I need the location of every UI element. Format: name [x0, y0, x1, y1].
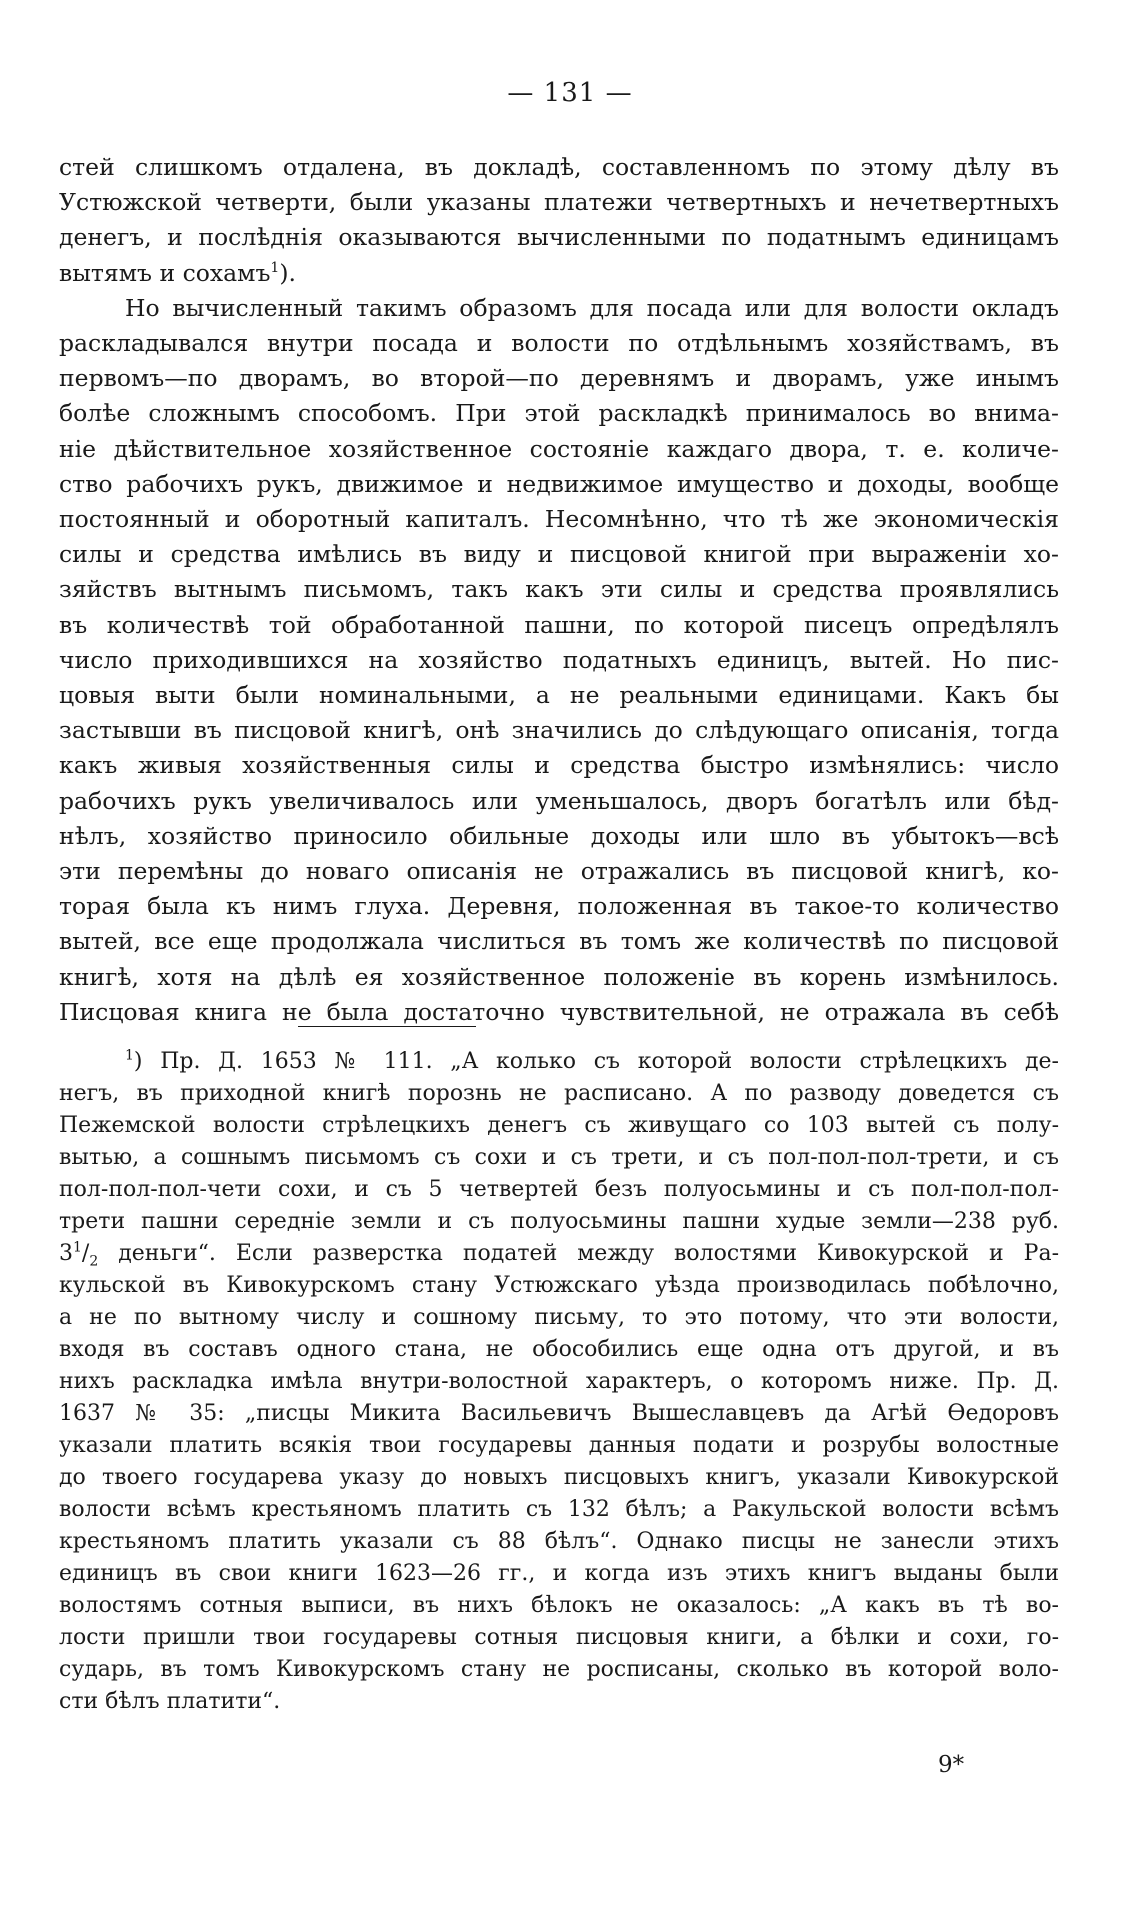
text-line: какъ живыя хозяйственныя силы и средства быстро измѣнялись: число: [59, 751, 1059, 780]
fraction-whole: 3: [59, 1241, 73, 1266]
text-line: эти перемѣны до новаго описанія не отражались въ писцовой книгѣ, ко-: [59, 857, 1059, 886]
footnote-line: лости пришли твои государевы сотныя писцовыя книги, а бѣлки и сохи, го-: [59, 1625, 1059, 1650]
text-line: денегъ, и послѣднія оказываются вычисленными по податнымъ единицамъ: [59, 223, 1059, 252]
footnote-line: пол-пол-пол-чети сохи, и съ 5 четвертей безъ полуосьмины и съ пол-пол-пол-: [59, 1177, 1059, 1202]
text-fragment: ) Пр. Д. 1653 № 111. „А колько съ которой волости стрѣлецкихъ де-: [133, 1049, 1059, 1074]
text-fragment: вытямъ и сохамъ: [59, 258, 271, 287]
footnote-line: до твоего государева указу до новыхъ писцовыхъ книгъ, указали Кивокурской: [59, 1465, 1059, 1490]
text-line: ніе дѣйствительное хозяйственное состояніе каждаго двора, т. е. количе-: [59, 434, 1059, 463]
footnote-line: нихъ раскладка имѣла внутри-волостной характеръ, о которомъ ниже. Пр. Д.: [59, 1369, 1059, 1394]
footnote-line: сударь, въ томъ Кивокурскомъ стану не росписаны, сколько въ которой воло-: [59, 1657, 1059, 1682]
text-line: рабочихъ рукъ увеличивалось или уменьшалось, дворъ богатѣлъ или бѣд-: [59, 786, 1059, 815]
footnote-line: кульской въ Кивокурскомъ стану Устюжскаго уѣзда производилась побѣлочно,: [59, 1273, 1059, 1298]
text-line: книгѣ, хотя на дѣлѣ ея хозяйственное положеніе въ корень измѣнилось.: [59, 962, 1059, 991]
text-line: число приходившихся на хозяйство податныхъ единицъ, вытей. Но пис-: [59, 645, 1059, 674]
footnote: [59, 1046, 1059, 1718]
text-line: Но вычисленный такимъ образомъ для посада или для волости окладъ: [125, 293, 1059, 322]
text-line: нѣлъ, хозяйство приносило обильные доходы или шло въ убытокъ—всѣ: [59, 821, 1059, 850]
text-line: цовыя выти были номинальными, а не реальными единицами. Какъ бы: [59, 681, 1059, 710]
footnote-line: трети пашни середніе земли и съ полуосьмины пашни худые земли—238 руб.: [59, 1209, 1059, 1234]
main-text: [59, 150, 1059, 1030]
footnote-line: сти бѣлъ платити“.: [59, 1689, 281, 1714]
footnote-line: волости всѣмъ крестьяномъ платить съ 132 бѣлъ; а Ракульской волости всѣмъ: [59, 1497, 1059, 1522]
footnote-line: [59, 1046, 1059, 1078]
footnote-line: 1637 № 35: „писцы Микита Васильевичъ Вышеславцевъ да Агѣй Өедоровъ: [59, 1401, 1059, 1426]
text-line: застывши въ писцовой книгѣ, онѣ значились до слѣдующаго описанія, тогда: [59, 716, 1059, 745]
footnote-number: 1: [125, 1047, 134, 1064]
footnote-line: указали платить всякія твои государевы данныя подати и розрубы волостные: [59, 1433, 1059, 1458]
footnote-line: волостямъ сотныя выписи, въ нихъ бѣлокъ не оказалось: „А какъ въ тѣ во-: [59, 1593, 1059, 1618]
text-line: раскладывался внутри посада и волости по отдѣльнымъ хозяйствамъ, въ: [59, 329, 1059, 358]
footnote-line: входя въ составъ одного стана, не обособились еще одна отъ другой, и въ: [59, 1337, 1059, 1362]
footnote-line: единицъ въ свои книги 1623—26 гг., и когда изъ этихъ книгъ выданы были: [59, 1561, 1059, 1586]
text-line: первомъ—по дворамъ, во второй—по деревнямъ и дворамъ, уже инымъ: [59, 364, 1059, 393]
fraction-denominator: 2: [89, 1253, 99, 1270]
text-line: торая была къ нимъ глуха. Деревня, положенная въ такое-то количество: [59, 892, 1059, 921]
text-line: болѣе сложнымъ способомъ. При этой раскладкѣ принималось во внима-: [59, 399, 1059, 428]
text-fragment: ).: [279, 258, 296, 287]
footnote-line: а не по вытному числу и сошному письму, то это потому, что эти волости,: [59, 1305, 1059, 1330]
text-line: Писцовая книга не была достаточно чувствительной, не отражала въ себѣ: [59, 997, 1059, 1026]
text-line: [59, 256, 1059, 291]
footnote-ref: 1: [270, 259, 280, 276]
footnote-divider: [298, 1026, 476, 1027]
fraction-numerator: 1: [73, 1239, 82, 1256]
text-line: въ количествѣ той обработанной пашни, по которой писецъ опредѣлялъ: [59, 610, 1059, 639]
text-line: постоянный и оборотный капиталъ. Несомнѣнно, что тѣ же экономическія: [59, 505, 1059, 534]
text-fragment: деньги“. Если разверстка податей между волостями Кивокурской и Ра-: [98, 1241, 1059, 1266]
text-line: Устюжской четверти, были указаны платежи четвертныхъ и нечетвертныхъ: [59, 188, 1059, 217]
footnote-line: вытью, а сошнымъ письмомъ съ сохи и съ трети, и съ пол-пол-пол-трети, и съ: [59, 1145, 1059, 1170]
printer-signature-mark: 9*: [938, 1752, 965, 1778]
text-line: вытей, все еще продолжала числиться въ томъ же количествѣ по писцовой: [59, 927, 1059, 956]
footnote-line: негъ, въ приходной книгѣ порознь не расписано. А по разводу доведется съ: [59, 1081, 1059, 1106]
text-line: ство рабочихъ рукъ, движимое и недвижимое имущество и доходы, вообще: [59, 469, 1059, 498]
page-number: — 131 —: [507, 78, 633, 108]
text-line: зяйствъ вытнымъ письмомъ, такъ какъ эти силы и средства проявлялись: [59, 575, 1059, 604]
text-line: стей слишкомъ отдалена, въ докладѣ, составленномъ по этому дѣлу въ: [59, 153, 1059, 181]
footnote-line: крестьяномъ платить указали съ 88 бѣлъ“. Однако писцы не занесли этихъ: [59, 1529, 1059, 1554]
footnote-line: Пежемской волости стрѣлецкихъ денегъ съ живущаго со 103 вытей съ полу-: [59, 1113, 1059, 1138]
text-line: силы и средства имѣлись въ виду и писцовой книгой при выраженіи хо-: [59, 540, 1059, 569]
footnote-line: $3^1/_2$ деньги“. Если разверстка податей между волостями Кивокурской и Ра-: [59, 1239, 1059, 1270]
